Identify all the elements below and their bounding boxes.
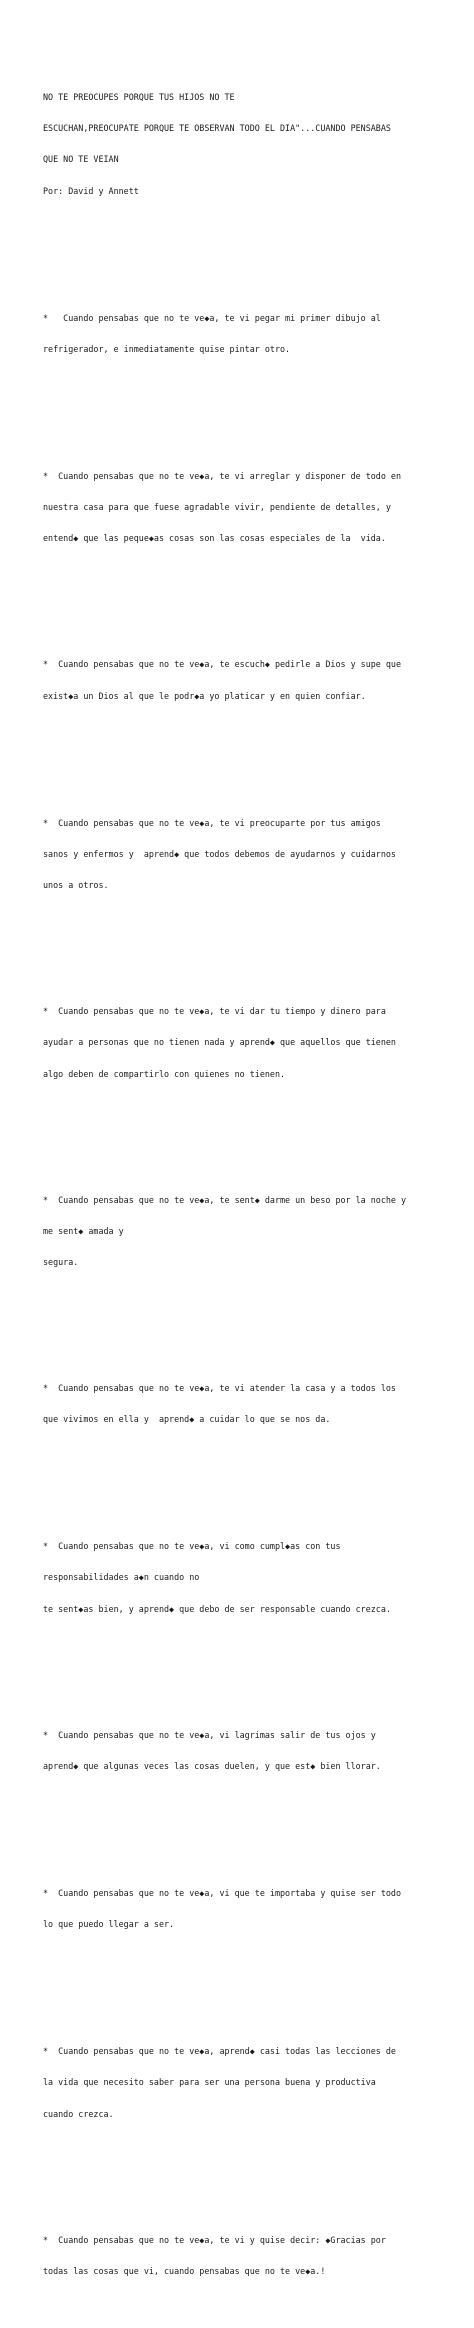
paragraph-line: segura.	[43, 1256, 79, 1267]
paragraph-line: * Cuando pensabas que no te ve◆a, vi lagrimas salir de tus ojos y	[43, 1729, 376, 1740]
paragraph-6	[43, 1174, 443, 1288]
paragraph-line: responsabilidades a◆n cuando no	[43, 1572, 200, 1583]
paragraph-10	[43, 1867, 443, 1950]
paragraph-line: me sent◆ amada y	[43, 1225, 124, 1236]
paragraph-line: * Cuando pensabas que no te ve◆a, te vi arreglar y disponer de todo en	[43, 470, 401, 481]
paragraph-line: * Cuando pensabas que no te ve◆a, te vi atender la casa y a todos los	[43, 1383, 396, 1393]
title-line-2: ESCUCHAN,PREOCUPATE PORQUE TE OBSERVAN TODO EL DIA"...CUANDO PENSABAS	[43, 123, 391, 134]
paragraph-line: algo deben de compartirlo con quienes no tienen.	[43, 1068, 286, 1079]
paragraph-line: entend◆ que las peque◆as cosas son las cosas especiales de la vida.	[43, 533, 386, 544]
paragraph-line: aprend◆ que algunas veces las cosas duelen, y que est◆ bien llorar.	[43, 1760, 381, 1771]
paragraph-2	[43, 450, 443, 564]
paragraph-line: * Cuando pensabas que no te ve◆a, te vi y quise decir: ◆Gracias por	[43, 2234, 386, 2245]
paragraph-line: unos a otros.	[43, 880, 109, 891]
paragraph-line: * Cuando pensabas que no te ve◆a, te vi dar tu tiempo y dinero para	[43, 1006, 386, 1017]
paragraph-line: la vida que necesito saber para ser una persona buena y productiva	[43, 2077, 376, 2088]
paragraph-line: que vivimos en ella y aprend◆ a cuidar lo que se nos da.	[43, 1414, 331, 1425]
paragraph-9	[43, 1709, 443, 1792]
title-line-1: NO TE PREOCUPES PORQUE TUS HIJOS NO TE	[43, 92, 235, 103]
paragraph-5	[43, 985, 443, 1099]
paragraph-line: * Cuando pensabas que no te ve◆a, vi como cumpl◆as con tus	[43, 1541, 341, 1552]
paragraph-7	[43, 1362, 443, 1445]
paragraph-line: * Cuando pensabas que no te ve◆a, te sent◆ darme un beso por la noche y	[43, 1194, 407, 1205]
paragraph-8	[43, 1520, 443, 1634]
paragraph-1	[43, 292, 443, 375]
author-line: Por: David y Annett	[43, 185, 139, 196]
paragraph-line: * Cuando pensabas que no te ve◆a, te escuch◆ pedirle a Dios y supe que	[43, 659, 401, 670]
paragraph-line: refrigerador, e inmediatamente quise pintar otro.	[43, 343, 291, 354]
title-line-3: QUE NO TE VEIAN	[43, 154, 119, 165]
paragraph-line: cuando crezca.	[43, 2108, 114, 2119]
paragraph-line: ayudar a personas que no tienen nada y aprend◆ que aquellos que tienen	[43, 1037, 396, 1048]
paragraph-3	[43, 639, 443, 722]
document-header	[43, 71, 443, 217]
paragraph-line: nuestra casa para que fuese agradable vivir, pendiente de detalles, y	[43, 502, 391, 513]
paragraph-12	[43, 2214, 443, 2297]
paragraph-line: * Cuando pensabas que no te ve◆a, te vi preocuparte por tus amigos	[43, 817, 381, 828]
paragraph-line: * Cuando pensabas que no te ve◆a, te vi pegar mi primer dibujo al	[43, 312, 381, 323]
paragraph-line: todas las cosas que vi, cuando pensabas que no te ve◆a.!	[43, 2265, 326, 2276]
paragraph-4	[43, 797, 443, 911]
paragraph-line: lo que puedo llegar a ser.	[43, 1919, 175, 1930]
paragraph-line: * Cuando pensabas que no te ve◆a, aprend◆ casi todas las lecciones de	[43, 2046, 396, 2057]
paragraph-line: * Cuando pensabas que no te ve◆a, vi que te importaba y quise ser todo	[43, 1887, 401, 1898]
paragraph-line: te sent◆as bien, y aprend◆ que debo de ser responsable cuando crezca.	[43, 1603, 391, 1614]
paragraph-line: exist◆a un Dios al que le podr◆a yo platicar y en quien confiar.	[43, 690, 366, 701]
paragraph-line: sanos y enfermos y aprend◆ que todos debemos de ayudarnos y cuidarnos	[43, 848, 396, 859]
document-body	[43, 40, 443, 2328]
paragraph-11	[43, 2025, 443, 2139]
